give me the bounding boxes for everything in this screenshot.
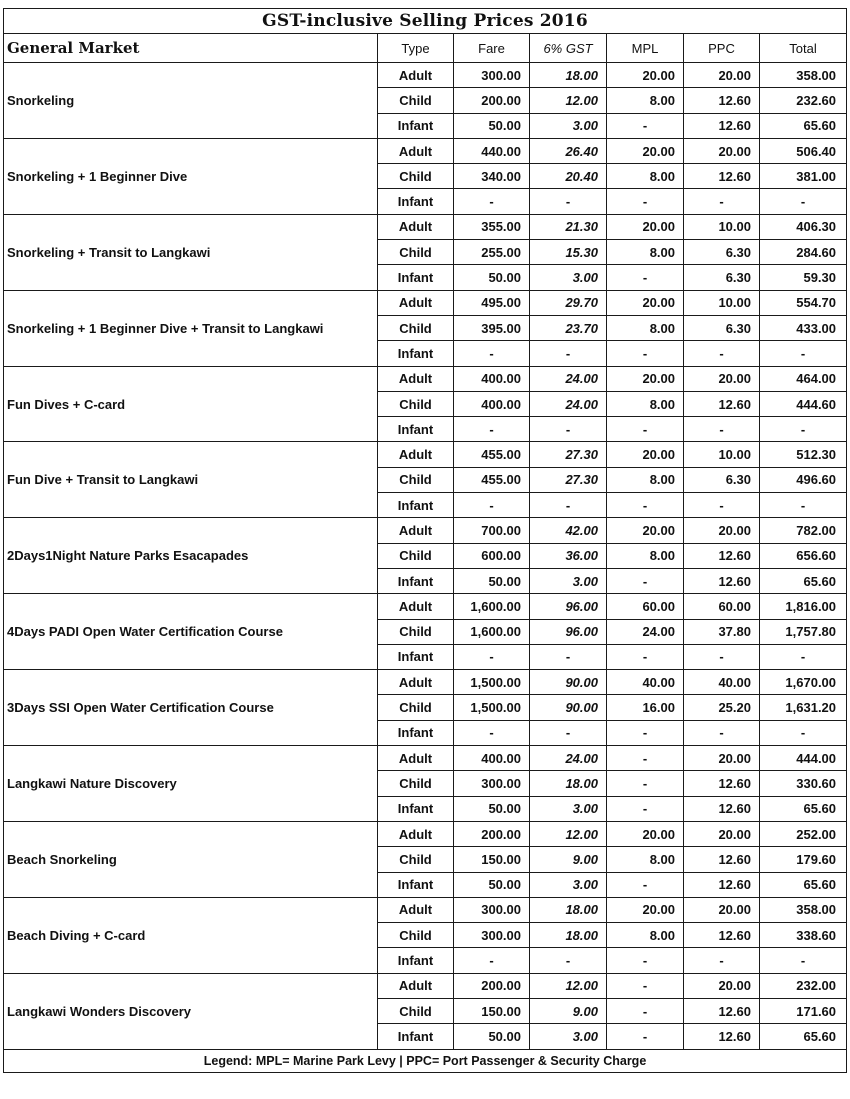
gst-cell: 15.30 — [530, 240, 607, 265]
ppc-cell: - — [684, 341, 760, 366]
fare-cell: 300.00 — [454, 771, 530, 796]
package-name: Langkawi Wonders Discovery — [4, 973, 378, 1049]
ppc-cell: - — [684, 644, 760, 669]
gst-cell: 96.00 — [530, 594, 607, 619]
passenger-type: Child — [378, 543, 454, 568]
ppc-cell: 12.60 — [684, 164, 760, 189]
mpl-cell: - — [607, 417, 684, 442]
mpl-cell: - — [607, 568, 684, 593]
fare-cell: 50.00 — [454, 872, 530, 897]
passenger-type: Infant — [378, 644, 454, 669]
ppc-cell: 12.60 — [684, 796, 760, 821]
ppc-cell: 25.20 — [684, 695, 760, 720]
mpl-cell: - — [607, 265, 684, 290]
package-name: 2Days1Night Nature Parks Esacapades — [4, 518, 378, 594]
fare-cell: 395.00 — [454, 315, 530, 340]
total-cell: 65.60 — [760, 568, 847, 593]
total-cell: 406.30 — [760, 214, 847, 239]
gst-cell: 18.00 — [530, 923, 607, 948]
fare-cell: 50.00 — [454, 265, 530, 290]
mpl-cell: 8.00 — [607, 847, 684, 872]
fare-cell: 255.00 — [454, 240, 530, 265]
mpl-cell: 20.00 — [607, 518, 684, 543]
passenger-type: Infant — [378, 720, 454, 745]
fare-cell: 150.00 — [454, 998, 530, 1023]
total-cell: 232.60 — [760, 88, 847, 113]
fare-cell: 200.00 — [454, 821, 530, 846]
mpl-cell: 8.00 — [607, 164, 684, 189]
package-name: Langkawi Nature Discovery — [4, 746, 378, 822]
table-row — [4, 290, 847, 315]
ppc-cell: 37.80 — [684, 619, 760, 644]
gst-cell: - — [530, 341, 607, 366]
total-cell: 338.60 — [760, 923, 847, 948]
gst-cell: 3.00 — [530, 568, 607, 593]
header-type: Type — [378, 34, 454, 63]
mpl-cell: - — [607, 746, 684, 771]
table-row — [4, 821, 847, 846]
gst-cell: 18.00 — [530, 897, 607, 922]
passenger-type: Adult — [378, 63, 454, 88]
mpl-cell: - — [607, 341, 684, 366]
table-row — [4, 973, 847, 998]
price-table-body — [4, 63, 847, 1050]
ppc-cell: - — [684, 189, 760, 214]
gst-cell: 23.70 — [530, 315, 607, 340]
package-name: Fun Dives + C-card — [4, 366, 378, 442]
fare-cell: 50.00 — [454, 1024, 530, 1049]
page-title: GST-inclusive Selling Prices 2016 — [4, 9, 847, 34]
fare-cell: 495.00 — [454, 290, 530, 315]
mpl-cell: - — [607, 796, 684, 821]
passenger-type: Child — [378, 847, 454, 872]
table-row — [4, 214, 847, 239]
table-row — [4, 594, 847, 619]
table-row — [4, 63, 847, 88]
ppc-cell: 10.00 — [684, 290, 760, 315]
mpl-cell: 24.00 — [607, 619, 684, 644]
mpl-cell: - — [607, 113, 684, 138]
mpl-cell: 20.00 — [607, 290, 684, 315]
gst-cell: - — [530, 493, 607, 518]
header-gst: 6% GST — [530, 34, 607, 63]
package-name: 4Days PADI Open Water Certification Course — [4, 594, 378, 670]
passenger-type: Adult — [378, 594, 454, 619]
mpl-cell: 16.00 — [607, 695, 684, 720]
mpl-cell: 8.00 — [607, 88, 684, 113]
fare-cell: 1,600.00 — [454, 594, 530, 619]
ppc-cell: 10.00 — [684, 442, 760, 467]
ppc-cell: 20.00 — [684, 973, 760, 998]
total-cell: 171.60 — [760, 998, 847, 1023]
ppc-cell: 12.60 — [684, 568, 760, 593]
ppc-cell: - — [684, 417, 760, 442]
ppc-cell: 60.00 — [684, 594, 760, 619]
total-cell: 496.60 — [760, 467, 847, 492]
table-row — [4, 442, 847, 467]
mpl-cell: 8.00 — [607, 467, 684, 492]
ppc-cell: 40.00 — [684, 670, 760, 695]
mpl-cell: - — [607, 720, 684, 745]
total-cell: 1,670.00 — [760, 670, 847, 695]
ppc-cell: 12.60 — [684, 872, 760, 897]
gst-cell: 96.00 — [530, 619, 607, 644]
total-cell: 252.00 — [760, 821, 847, 846]
header-mpl: MPL — [607, 34, 684, 63]
gst-cell: 42.00 — [530, 518, 607, 543]
passenger-type: Infant — [378, 493, 454, 518]
fare-cell: 200.00 — [454, 88, 530, 113]
total-cell: 1,816.00 — [760, 594, 847, 619]
passenger-type: Infant — [378, 341, 454, 366]
gst-cell: 12.00 — [530, 821, 607, 846]
header-row — [4, 34, 847, 63]
ppc-cell: 6.30 — [684, 467, 760, 492]
fare-cell: 455.00 — [454, 467, 530, 492]
mpl-cell: 20.00 — [607, 821, 684, 846]
price-table — [3, 8, 847, 1073]
passenger-type: Adult — [378, 746, 454, 771]
total-cell: 358.00 — [760, 63, 847, 88]
gst-cell: 9.00 — [530, 847, 607, 872]
total-cell: 464.00 — [760, 366, 847, 391]
gst-cell: 27.30 — [530, 442, 607, 467]
fare-cell: - — [454, 417, 530, 442]
gst-cell: 3.00 — [530, 872, 607, 897]
gst-cell: 90.00 — [530, 695, 607, 720]
total-cell: 65.60 — [760, 796, 847, 821]
passenger-type: Child — [378, 164, 454, 189]
total-cell: - — [760, 417, 847, 442]
total-cell: 444.60 — [760, 391, 847, 416]
total-cell: - — [760, 493, 847, 518]
passenger-type: Infant — [378, 872, 454, 897]
gst-cell: 20.40 — [530, 164, 607, 189]
gst-cell: 18.00 — [530, 771, 607, 796]
passenger-type: Infant — [378, 189, 454, 214]
price-sheet — [3, 8, 846, 1073]
table-row — [4, 746, 847, 771]
passenger-type: Child — [378, 998, 454, 1023]
total-cell: - — [760, 644, 847, 669]
gst-cell: 3.00 — [530, 1024, 607, 1049]
header-total: Total — [760, 34, 847, 63]
mpl-cell: 20.00 — [607, 897, 684, 922]
header-ppc: PPC — [684, 34, 760, 63]
table-row — [4, 138, 847, 163]
mpl-cell: 8.00 — [607, 240, 684, 265]
gst-cell: 27.30 — [530, 467, 607, 492]
total-cell: - — [760, 720, 847, 745]
package-name: Snorkeling + 1 Beginner Dive — [4, 138, 378, 214]
ppc-cell: 20.00 — [684, 63, 760, 88]
gst-cell: 3.00 — [530, 265, 607, 290]
fare-cell: - — [454, 493, 530, 518]
passenger-type: Infant — [378, 417, 454, 442]
gst-cell: 24.00 — [530, 746, 607, 771]
total-cell: 59.30 — [760, 265, 847, 290]
gst-cell: 29.70 — [530, 290, 607, 315]
header-market: General Market — [4, 34, 378, 63]
total-cell: 381.00 — [760, 164, 847, 189]
gst-cell: - — [530, 417, 607, 442]
mpl-cell: - — [607, 998, 684, 1023]
ppc-cell: 12.60 — [684, 1024, 760, 1049]
passenger-type: Adult — [378, 821, 454, 846]
mpl-cell: 8.00 — [607, 391, 684, 416]
ppc-cell: 12.60 — [684, 771, 760, 796]
gst-cell: 24.00 — [530, 391, 607, 416]
fare-cell: 1,600.00 — [454, 619, 530, 644]
total-cell: 65.60 — [760, 113, 847, 138]
mpl-cell: 60.00 — [607, 594, 684, 619]
passenger-type: Adult — [378, 138, 454, 163]
ppc-cell: 12.60 — [684, 113, 760, 138]
ppc-cell: 12.60 — [684, 391, 760, 416]
fare-cell: 455.00 — [454, 442, 530, 467]
gst-cell: 24.00 — [530, 366, 607, 391]
package-name: 3Days SSI Open Water Certification Course — [4, 670, 378, 746]
total-cell: 1,757.80 — [760, 619, 847, 644]
total-cell: 782.00 — [760, 518, 847, 543]
total-cell: 179.60 — [760, 847, 847, 872]
passenger-type: Adult — [378, 897, 454, 922]
fare-cell: 300.00 — [454, 897, 530, 922]
passenger-type: Adult — [378, 518, 454, 543]
gst-cell: 3.00 — [530, 113, 607, 138]
fare-cell: - — [454, 948, 530, 973]
gst-cell: 36.00 — [530, 543, 607, 568]
fare-cell: 400.00 — [454, 366, 530, 391]
passenger-type: Child — [378, 391, 454, 416]
passenger-type: Child — [378, 619, 454, 644]
mpl-cell: - — [607, 948, 684, 973]
fare-cell: - — [454, 341, 530, 366]
fare-cell: - — [454, 644, 530, 669]
mpl-cell: - — [607, 493, 684, 518]
passenger-type: Child — [378, 695, 454, 720]
package-name: Beach Diving + C-card — [4, 897, 378, 973]
total-cell: 512.30 — [760, 442, 847, 467]
fare-cell: 355.00 — [454, 214, 530, 239]
fare-cell: 50.00 — [454, 113, 530, 138]
total-cell: 656.60 — [760, 543, 847, 568]
gst-cell: 3.00 — [530, 796, 607, 821]
fare-cell: 1,500.00 — [454, 695, 530, 720]
table-row — [4, 670, 847, 695]
gst-cell: 12.00 — [530, 973, 607, 998]
mpl-cell: - — [607, 644, 684, 669]
mpl-cell: 8.00 — [607, 315, 684, 340]
table-row — [4, 366, 847, 391]
total-cell: - — [760, 189, 847, 214]
mpl-cell: 20.00 — [607, 366, 684, 391]
ppc-cell: - — [684, 720, 760, 745]
ppc-cell: 20.00 — [684, 366, 760, 391]
ppc-cell: 20.00 — [684, 138, 760, 163]
ppc-cell: - — [684, 493, 760, 518]
package-name: Fun Dive + Transit to Langkawi — [4, 442, 378, 518]
ppc-cell: 6.30 — [684, 240, 760, 265]
mpl-cell: - — [607, 872, 684, 897]
passenger-type: Adult — [378, 973, 454, 998]
mpl-cell: - — [607, 189, 684, 214]
ppc-cell: 20.00 — [684, 518, 760, 543]
gst-cell: 26.40 — [530, 138, 607, 163]
gst-cell: 9.00 — [530, 998, 607, 1023]
fare-cell: 400.00 — [454, 746, 530, 771]
passenger-type: Child — [378, 923, 454, 948]
mpl-cell: - — [607, 771, 684, 796]
total-cell: 1,631.20 — [760, 695, 847, 720]
mpl-cell: 8.00 — [607, 543, 684, 568]
package-name: Beach Snorkeling — [4, 821, 378, 897]
passenger-type: Infant — [378, 113, 454, 138]
fare-cell: 700.00 — [454, 518, 530, 543]
passenger-type: Adult — [378, 442, 454, 467]
header-fare: Fare — [454, 34, 530, 63]
gst-cell: - — [530, 644, 607, 669]
total-cell: 284.60 — [760, 240, 847, 265]
total-cell: 65.60 — [760, 1024, 847, 1049]
mpl-cell: 20.00 — [607, 214, 684, 239]
ppc-cell: 12.60 — [684, 88, 760, 113]
gst-cell: - — [530, 720, 607, 745]
gst-cell: 90.00 — [530, 670, 607, 695]
ppc-cell: 20.00 — [684, 821, 760, 846]
passenger-type: Infant — [378, 265, 454, 290]
fare-cell: 300.00 — [454, 63, 530, 88]
ppc-cell: 20.00 — [684, 746, 760, 771]
mpl-cell: 20.00 — [607, 442, 684, 467]
table-row — [4, 518, 847, 543]
passenger-type: Child — [378, 315, 454, 340]
total-cell: 444.00 — [760, 746, 847, 771]
fare-cell: 50.00 — [454, 796, 530, 821]
gst-cell: 21.30 — [530, 214, 607, 239]
passenger-type: Adult — [378, 214, 454, 239]
passenger-type: Child — [378, 240, 454, 265]
total-cell: 330.60 — [760, 771, 847, 796]
passenger-type: Infant — [378, 1024, 454, 1049]
passenger-type: Adult — [378, 290, 454, 315]
mpl-cell: 8.00 — [607, 923, 684, 948]
total-cell: 433.00 — [760, 315, 847, 340]
ppc-cell: 12.60 — [684, 923, 760, 948]
ppc-cell: 12.60 — [684, 998, 760, 1023]
passenger-type: Child — [378, 88, 454, 113]
passenger-type: Adult — [378, 366, 454, 391]
fare-cell: 200.00 — [454, 973, 530, 998]
fare-cell: 1,500.00 — [454, 670, 530, 695]
fare-cell: 150.00 — [454, 847, 530, 872]
mpl-cell: 20.00 — [607, 63, 684, 88]
total-cell: 506.40 — [760, 138, 847, 163]
table-row — [4, 897, 847, 922]
total-cell: 554.70 — [760, 290, 847, 315]
ppc-cell: 12.60 — [684, 543, 760, 568]
fare-cell: 400.00 — [454, 391, 530, 416]
mpl-cell: 20.00 — [607, 138, 684, 163]
fare-cell: 340.00 — [454, 164, 530, 189]
passenger-type: Child — [378, 771, 454, 796]
fare-cell: 440.00 — [454, 138, 530, 163]
passenger-type: Child — [378, 467, 454, 492]
package-name: Snorkeling + Transit to Langkawi — [4, 214, 378, 290]
mpl-cell: - — [607, 973, 684, 998]
total-cell: 65.60 — [760, 872, 847, 897]
package-name: Snorkeling — [4, 63, 378, 139]
fare-cell: - — [454, 720, 530, 745]
total-cell: 232.00 — [760, 973, 847, 998]
ppc-cell: 6.30 — [684, 265, 760, 290]
ppc-cell: 10.00 — [684, 214, 760, 239]
legend: Legend: MPL= Marine Park Levy | PPC= Port Passenger & Security Charge — [4, 1049, 847, 1072]
ppc-cell: 12.60 — [684, 847, 760, 872]
ppc-cell: 6.30 — [684, 315, 760, 340]
total-cell: - — [760, 948, 847, 973]
gst-cell: - — [530, 948, 607, 973]
fare-cell: 300.00 — [454, 923, 530, 948]
passenger-type: Adult — [378, 670, 454, 695]
gst-cell: 18.00 — [530, 63, 607, 88]
ppc-cell: 20.00 — [684, 897, 760, 922]
fare-cell: 50.00 — [454, 568, 530, 593]
mpl-cell: 40.00 — [607, 670, 684, 695]
passenger-type: Infant — [378, 796, 454, 821]
passenger-type: Infant — [378, 568, 454, 593]
mpl-cell: - — [607, 1024, 684, 1049]
passenger-type: Infant — [378, 948, 454, 973]
fare-cell: - — [454, 189, 530, 214]
gst-cell: - — [530, 189, 607, 214]
package-name: Snorkeling + 1 Beginner Dive + Transit to Langkawi — [4, 290, 378, 366]
total-cell: - — [760, 341, 847, 366]
total-cell: 358.00 — [760, 897, 847, 922]
gst-cell: 12.00 — [530, 88, 607, 113]
fare-cell: 600.00 — [454, 543, 530, 568]
ppc-cell: - — [684, 948, 760, 973]
